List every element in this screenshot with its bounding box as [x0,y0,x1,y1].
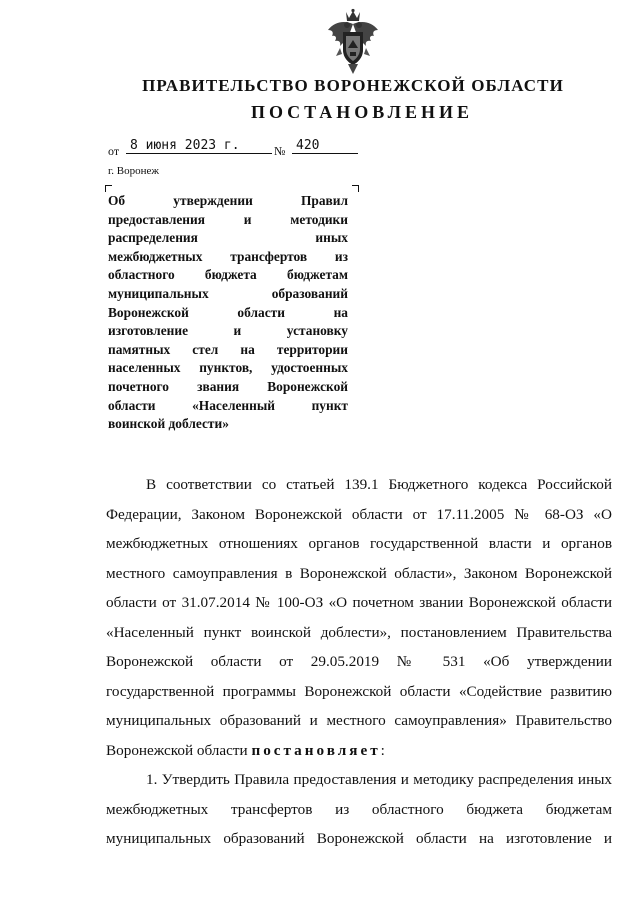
item-line: муниципальных образований Воронежской области на изготовление и [106,830,612,847]
body-line: Федерации, Законом Воронежской области от 17.11.2005 № 68-ОЗ «О [106,505,612,523]
body-line: «Населенный пункт воинской доблести», постановлением Правительства [106,623,612,641]
document-subject [108,192,348,434]
item-line: 1. Утвердить Правила предоставления и методику распределения иных [146,771,612,788]
decree-word: постановляет [251,741,381,759]
subject-line: Об утверждении Правил [108,193,348,208]
body-line: государственной программы Воронежской области «Содействие развитию [106,682,612,700]
subject-corner-left [105,185,112,192]
subject-line: Воронежской области на [108,304,348,320]
document-date: 8 июня 2023 г. [126,138,272,154]
organization-title: ПРАВИТЕЛЬСТВО ВОРОНЕЖСКОЙ ОБЛАСТИ [142,76,564,95]
document-number: 420 [292,138,358,154]
subject-line: предоставления и методики [108,211,348,227]
body-line: Воронежской области от 29.05.2019 № 531 «Об утверждении [106,653,612,670]
number-prefix: № [274,144,286,158]
subject-line: воинской доблести» [108,416,229,432]
subject-line: изготовление и установку [108,323,348,339]
body-line: области от 31.07.2014 № 100-ОЗ «О почетном звании Воронежской области [106,594,612,611]
decree-prefix: Воронежской области [106,741,248,759]
document-body [106,470,612,854]
body-line: межбюджетных отношениях органов государственной власти и органов [106,535,612,552]
subject-line: почетного звания Воронежской [108,378,348,394]
subject-line: межбюджетных трансфертов из [108,248,348,264]
subject-line: муниципальных образований [108,285,348,301]
subject-line: области «Населенный пункт [108,397,348,413]
subject-line: распределения иных [108,230,348,246]
item-line: межбюджетных трансфертов из областного бюджета бюджетам [106,800,612,818]
city: г. Воронеж [108,165,159,177]
subject-line: памятных стел на территории [108,341,348,357]
subject-corner-right [352,185,359,192]
body-line: муниципальных образований и местного самоуправления» Правительство [106,712,612,729]
document-type: ПОСТАНОВЛЕНИЕ [250,102,474,122]
coat-of-arms-icon [322,8,384,78]
body-line: местного самоуправления в Воронежской области», Законом Воронежской [106,564,612,582]
date-prefix: от [108,144,120,158]
subject-line: областного бюджета бюджетам [108,267,348,283]
decree-line [106,736,612,766]
decree-suffix: : [380,741,385,759]
subject-line: населенных пунктов, удостоенных [108,360,348,376]
body-line: В соответствии со статьей 139.1 Бюджетного кодекса Российской [146,476,612,493]
